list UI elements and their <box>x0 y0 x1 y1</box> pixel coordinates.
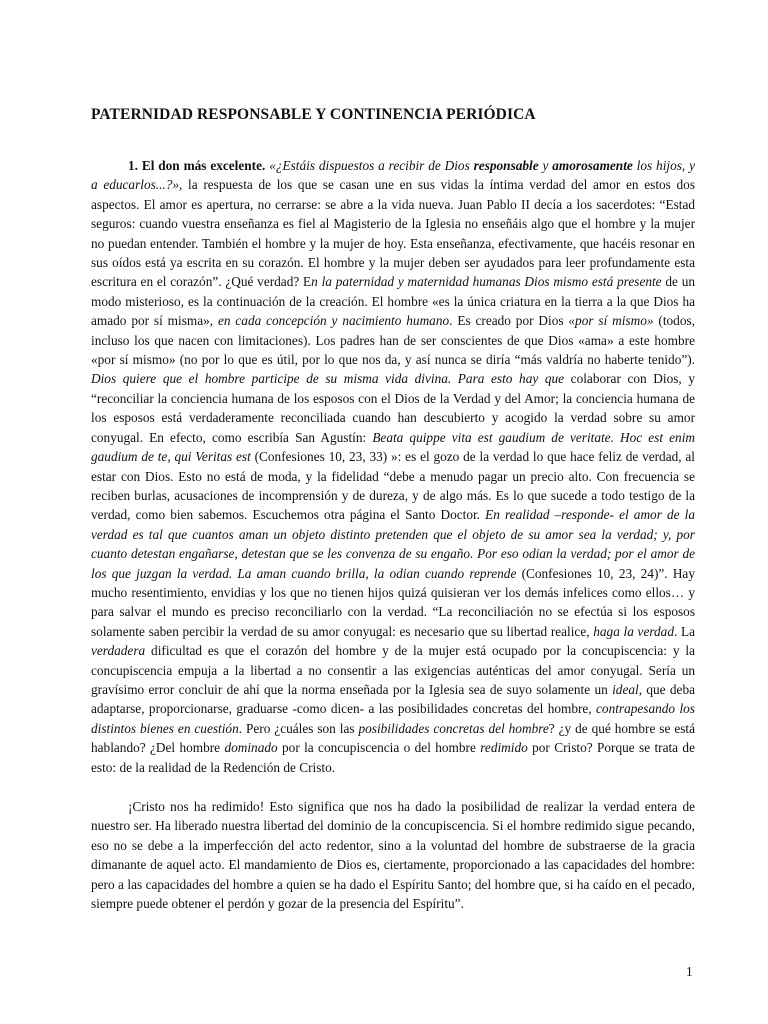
paragraph-2: ¡Cristo nos ha redimido! Esto significa que nos ha dado la posibilidad de realizar la verdad entera de nuestro ser. Ha liberado nuestra libertad del dominio de la concupiscencia. Si el hombre redimido sigue pecando, eso no se debe a la imperfección del acto redentor, sino a la voluntad del hombre de substraerse de la gracia dimanante de aquel acto. El mandamiento de Dios es, ciertamente, proporcionado a las capacidades del hombre: pero a las capacidades del hombre a quien se ha dado el Espíritu Santo; del hombre que, si ha caído en el pecado, siempre puede obtener el perdón y gozar de la presencia del Espíritu”. <box>91 799 695 912</box>
paragraph-1-run: Dios quiere que el hombre participe de su misma vida divina. Para esto hay que <box>91 371 565 387</box>
paragraph-1-run: . Pero ¿cuáles son las <box>238 720 359 736</box>
paragraph-1-run: (Confesiones 10, 23, 33) »: es el gozo de la verdad lo que hace feliz de verdad, al estar con Dios. Esto no está de moda, y la fidelidad “debe a menudo pagar un precio alto. Con frecuencia se reciben burlas, acusaciones de incomprensión y de dureza, y de algo más. Es lo que sucede a todo testigo de la verdad, como bien sabemos. Escuchemos otra página el Santo Doctor. <box>91 449 695 523</box>
paragraph-1-run: por la concupiscencia o del hombre <box>277 740 481 756</box>
paragraph-1-run: Beata quippe vita est gaudium de veritate. Hoc est enim gaudium de te, qui Veritas est <box>91 429 695 465</box>
paragraph-1-run: (Confesiones 10, 23, 24)”. Hay mucho resentimiento, envidias y los que no tienen hijos quizá quisieran ver los demás infelices como ellos… y para salvar el mundo es preciso reconciliarlo con la verdad. “La reconciliación no se efectúa si los esposos solamente saben percibir la verdad de su amor conyugal: es necesario que su libertad realice, <box>91 565 695 639</box>
paragraph-1-run: de un modo misterioso, es la continuación de la creación. El hombre «es la única criatura en la tierra a la que Dios ha amado por sí misma», <box>91 274 696 329</box>
page-title: PATERNIDAD RESPONSABLE Y CONTINENCIA PERIÓDICA <box>91 106 536 123</box>
paragraph-1-run: responsable <box>473 158 539 173</box>
paragraph-1-run: la respuesta de los que se casan une en sus vidas la íntima verdad del amor en estos dos aspectos. El amor es apertura, no cerrarse: se abre a la vida nueva. Juan Pablo II decía a los sacerdotes: “Estad seguros: cuando vuestra enseñanza es fiel al Magisterio de la Iglesia no enseñáis algo que el hombre y la mujer no puedan entender. También el hombre y la mujer de hoy. Esta enseñanza, efectivamente, que hacéis resonar en sus oídos está ya escrita en su corazón. El hombre y la mujer deben ser ayudados para leer profundamente esta escritura en el corazón”. ¿Qué verdad? E <box>91 177 695 290</box>
paragraph-1-run: n la paternidad y maternidad humanas Dios mismo está presente <box>311 274 662 290</box>
page-number: 1 <box>686 964 693 979</box>
paragraph-1-run: , que deba adaptarse, proporcionarse, graduarse -como dicen- a las posibilidades concretas del hombre, <box>91 681 695 717</box>
paragraph-1-run: amorosamente <box>552 158 633 173</box>
paragraph-1-run: haga la verdad <box>593 623 674 639</box>
paragraph-1-run: ideal <box>612 681 639 697</box>
paragraph-1-run: posibilidades concretas del hombre <box>358 720 549 736</box>
paragraph-1-run: . La <box>673 623 696 639</box>
paragraph-1-run: redimido <box>480 740 528 756</box>
paragraph-1-run: «por sí mismo» <box>568 313 654 329</box>
paragraph-1-run: por Cristo? Porque se trata de esto: de la realidad de la Redención de Cristo. <box>91 740 695 775</box>
paragraph-1-run: «¿Estáis dispuestos a recibir de Dios <box>269 158 474 173</box>
paragraph-1-run: colaborar con Dios, y “reconciliar la conciencia humana de los esposos con el Dios de la Verdad y del Amor; la conciencia humana de los esposos está verdaderamente reconciliada cuando han descubierto y acogido la verdad sobre su amor conyugal. En efecto, como escribía San Agustín: <box>91 371 696 445</box>
paragraph-1-run: ? ¿y de qué hombre se está hablando? ¿Del hombre <box>91 720 695 756</box>
paragraph-1-run: 1. El don más excelente. <box>128 158 270 173</box>
paragraph-1-run: En realidad –responde- el amor de la verdad es tal que cuantos aman un objeto distinto pretenden que el objeto de su amor sea la verdad; y, por cuanto detestan engañarse, detestan que se les convenza de su engaño. Por eso odian la verdad; por el amor de los que juzgan la verdad. La aman cuando brilla, la odian cuando reprende <box>91 507 695 581</box>
paragraph-1-run: verdadera <box>91 643 146 659</box>
paragraph-1-run: dominado <box>224 740 278 756</box>
paragraph-1-run: dificultad es que el corazón del hombre y de la mujer está ocupado por la concupiscencia: y la concupiscencia empuja a la libertad a no consentir a las exigencias auténticas del amor conyugal. Sería un gravísimo error concluir de ahí que la norma enseñada por la Iglesia sea de suyo solamente un <box>91 643 695 697</box>
paragraph-1-run: en cada concepción y nacimiento humano <box>217 313 450 329</box>
paragraph-1-run: . Es creado por Dios <box>449 313 569 329</box>
paragraph-1-run: los hijos, y a educarlos...?», <box>91 158 696 193</box>
paragraph-1-run: (todos, incluso los que nacen con limitaciones). Los padres han de ser conscientes de que Dios «ama» a este hombre «por sí mismo» (no por lo que es útil, por lo que nos da, y así nunca se diría “más valdría no haberte tenido”). <box>91 313 695 368</box>
paragraph-1 <box>91 156 695 777</box>
paragraph-1-run: y <box>538 158 553 173</box>
paragraph-1-run: contrapesando los distintos bienes en cuestión <box>91 701 695 736</box>
